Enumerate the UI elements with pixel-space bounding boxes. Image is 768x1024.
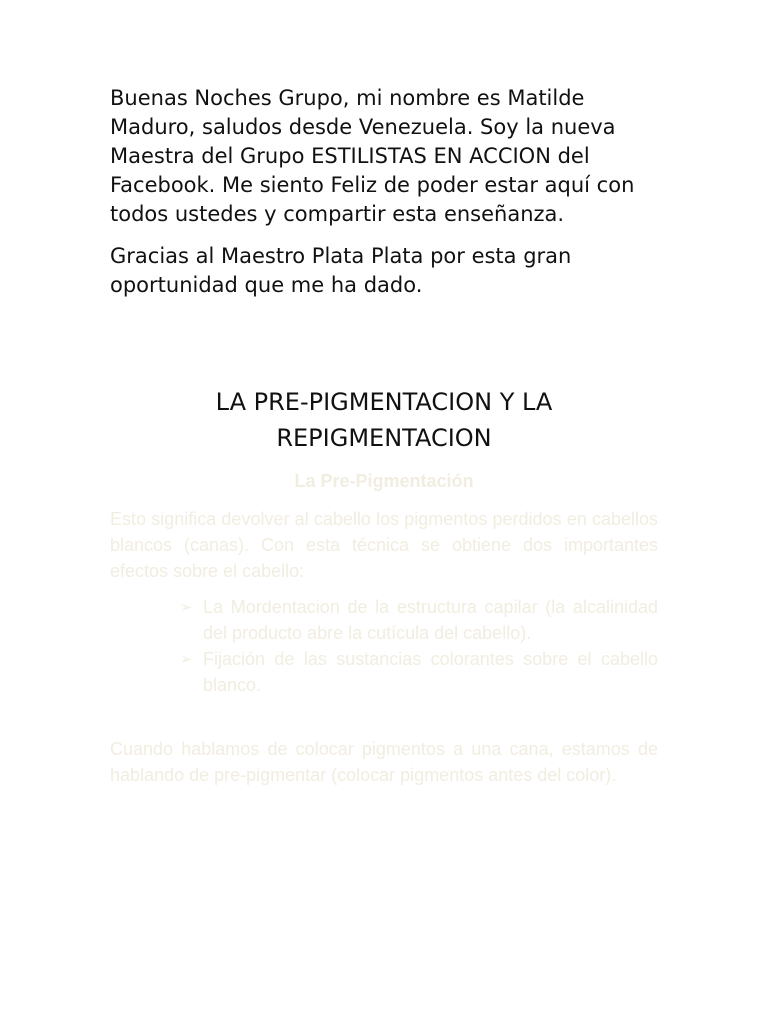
list-item-text: La Mordentacion de la estructura capilar (la alcalinidad del producto abre la cutícula del cabello). bbox=[203, 597, 658, 643]
arrow-bullet-icon: ➢ bbox=[180, 598, 193, 616]
section-paragraph-definition: Esto significa devolver al cabello los pigmentos perdidos en cabellos blancos (canas). Con esta técnica se obtiene dos importantes efectos sobre el cabello: bbox=[110, 509, 658, 581]
section-subtitle: La Pre-Pigmentación bbox=[294, 471, 474, 491]
list-item bbox=[180, 594, 658, 646]
list-item-text: Fijación de las sustancias colorantes sobre el cabello blanco. bbox=[203, 649, 658, 695]
effects-list bbox=[180, 594, 658, 698]
list-item bbox=[180, 646, 658, 698]
intro-paragraph-thanks: Gracias al Maestro Plata Plata por esta gran oportunidad que me ha dado. bbox=[110, 244, 572, 297]
section-paragraph-explanation: Cuando hablamos de colocar pigmentos a una cana, estamos de hablando de pre-pigmentar (colocar pigmentos antes del color). bbox=[110, 739, 658, 785]
document-title: LA PRE-PIGMENTACION Y LA REPIGMENTACION bbox=[215, 388, 553, 452]
arrow-bullet-icon: ➢ bbox=[180, 650, 193, 668]
intro-section bbox=[110, 84, 670, 300]
intro-paragraph-greeting: Buenas Noches Grupo, mi nombre es Matilde Maduro, saludos desde Venezuela. Soy la nueva Maestra del Grupo ESTILISTAS EN ACCION del Facebook. Me siento Feliz de poder estar aquí con todos ustedes y compartir esta enseñanza. bbox=[110, 86, 635, 226]
